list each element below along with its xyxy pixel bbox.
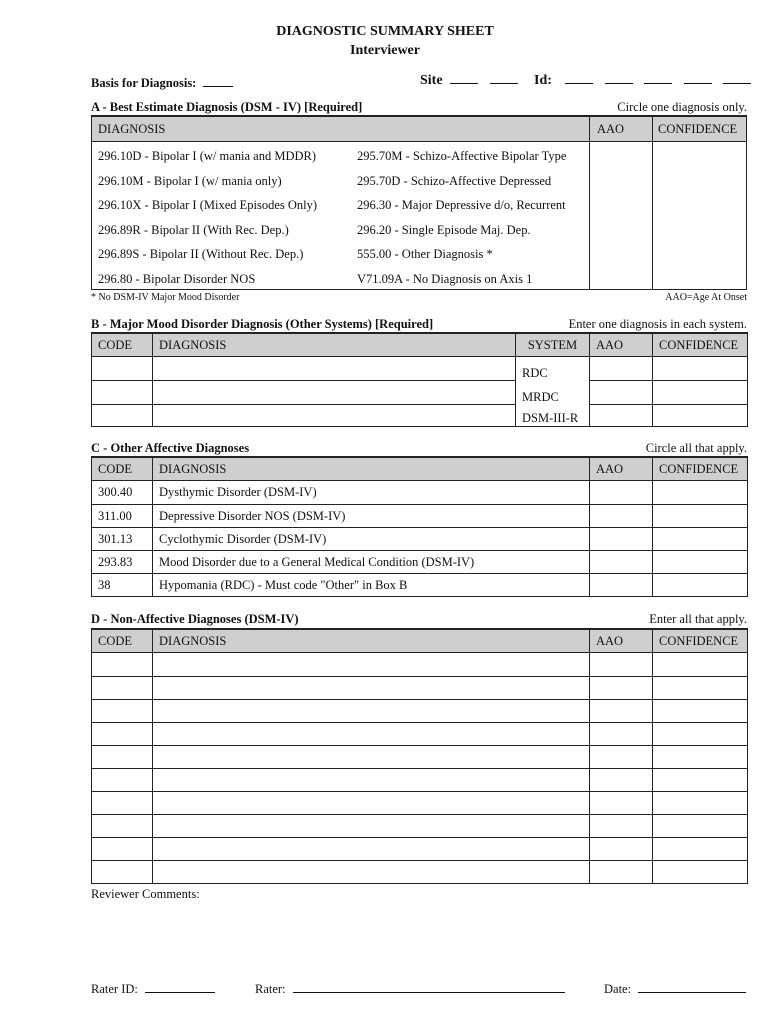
table-row: [92, 769, 748, 792]
header-aao: AAO: [590, 457, 653, 481]
code-cell: 311.00: [92, 505, 153, 528]
table-row: [92, 700, 748, 723]
section-d-title: D - Non-Affective Diagnoses (DSM-IV): [91, 612, 299, 626]
diagnosis-cell: Mood Disorder due to a General Medical Condition (DSM-IV): [153, 551, 590, 574]
diagnosis-option[interactable]: 296.10D - Bipolar I (w/ mania and MDDR): [98, 149, 317, 163]
site-field-2[interactable]: [490, 72, 518, 84]
aao-cell[interactable]: [590, 746, 653, 769]
header-code: CODE: [92, 629, 153, 653]
confidence-cell[interactable]: [653, 574, 748, 597]
aao-cell[interactable]: [590, 700, 653, 723]
code-cell[interactable]: [92, 653, 153, 677]
system-cell: MRDC: [516, 381, 590, 405]
confidence-cell[interactable]: [653, 792, 748, 815]
code-cell: 38: [92, 574, 153, 597]
site-label: Site: [420, 73, 443, 88]
id-field-3[interactable]: [644, 72, 672, 84]
code-cell: 301.13: [92, 528, 153, 551]
table-row[interactable]: [92, 574, 748, 597]
form-title: DIAGNOSTIC SUMMARY SHEET: [276, 24, 494, 39]
diagnosis-cell[interactable]: [153, 861, 590, 884]
diagnosis-cell[interactable]: [153, 700, 590, 723]
diagnosis-cell[interactable]: [153, 769, 590, 792]
confidence-cell[interactable]: [653, 677, 748, 700]
reviewer-comments-label: Reviewer Comments:: [91, 887, 200, 901]
date-label: Date:: [604, 982, 632, 996]
confidence-cell[interactable]: [653, 528, 748, 551]
table-row: [92, 746, 748, 769]
diagnosis-option[interactable]: 296.20 - Single Episode Maj. Dep.: [357, 223, 531, 237]
confidence-cell[interactable]: [653, 838, 748, 861]
site-field-group: [420, 72, 518, 89]
diagnosis-option[interactable]: 295.70D - Schizo-Affective Depressed: [357, 174, 552, 188]
table-row: [92, 653, 748, 677]
confidence-cell[interactable]: [653, 381, 748, 405]
diagnosis-option[interactable]: 555.00 - Other Diagnosis *: [357, 247, 493, 261]
section-a-instruction: Circle one diagnosis only.: [617, 100, 747, 114]
diagnosis-cell[interactable]: [153, 357, 516, 381]
aao-cell[interactable]: [590, 838, 653, 861]
diagnosis-cell: Dysthymic Disorder (DSM-IV): [153, 481, 590, 505]
code-cell[interactable]: [92, 405, 153, 427]
aao-cell[interactable]: [590, 792, 653, 815]
code-cell[interactable]: [92, 838, 153, 861]
header-confidence: CONFIDENCE: [658, 122, 738, 136]
system-cell: DSM-III-R: [516, 405, 590, 427]
system-cell: RDC: [516, 357, 590, 381]
aao-cell[interactable]: [590, 528, 653, 551]
aao-cell[interactable]: [590, 861, 653, 884]
section-a-title: A - Best Estimate Diagnosis (DSM - IV) [Required]: [91, 100, 363, 114]
section-a-body: [91, 141, 747, 290]
code-cell[interactable]: [92, 381, 153, 405]
code-cell[interactable]: [92, 815, 153, 838]
diagnosis-cell: Depressive Disorder NOS (DSM-IV): [153, 505, 590, 528]
id-field-2[interactable]: [605, 72, 633, 84]
aao-cell[interactable]: [590, 653, 653, 677]
confidence-cell[interactable]: [653, 769, 748, 792]
aao-cell[interactable]: [590, 405, 653, 427]
table-row: [92, 405, 748, 427]
aao-cell[interactable]: [590, 505, 653, 528]
section-b-title: B - Major Mood Disorder Diagnosis (Other Systems) [Required]: [91, 317, 434, 331]
rater-label: Rater:: [255, 982, 286, 996]
code-cell[interactable]: [92, 792, 153, 815]
aao-cell[interactable]: [590, 381, 653, 405]
table-row: [92, 815, 748, 838]
header-confidence: CONFIDENCE: [653, 629, 748, 653]
diagnosis-cell[interactable]: [153, 723, 590, 746]
code-cell[interactable]: [92, 769, 153, 792]
header-aao: AAO: [590, 629, 653, 653]
aao-cell[interactable]: [590, 551, 653, 574]
confidence-cell[interactable]: [653, 746, 748, 769]
header-code: CODE: [92, 333, 153, 357]
diagnosis-option[interactable]: 296.10X - Bipolar I (Mixed Episodes Only): [98, 198, 318, 212]
confidence-cell[interactable]: [653, 505, 748, 528]
id-label: Id:: [534, 73, 552, 88]
diagnosis-option[interactable]: 296.89S - Bipolar II (Without Rec. Dep.): [98, 247, 304, 261]
code-cell[interactable]: [92, 677, 153, 700]
aao-note: AAO=Age At Onset: [665, 292, 747, 303]
id-field-5[interactable]: [723, 72, 751, 84]
basis-field[interactable]: [203, 75, 233, 87]
code-cell[interactable]: [92, 861, 153, 884]
basis-label: Basis for Diagnosis:: [91, 76, 197, 90]
table-row: [92, 838, 748, 861]
date-field[interactable]: [638, 981, 746, 993]
table-row: [92, 357, 748, 381]
diagnosis-option[interactable]: 296.80 - Bipolar Disorder NOS: [98, 272, 256, 286]
confidence-cell[interactable]: [653, 357, 748, 381]
rater-field[interactable]: [293, 981, 565, 993]
diagnosis-cell[interactable]: [153, 838, 590, 861]
header-system: SYSTEM: [516, 333, 590, 357]
code-cell[interactable]: [92, 357, 153, 381]
rater-id-group: [91, 981, 215, 997]
table-row: [92, 381, 748, 405]
aao-cell[interactable]: [590, 357, 653, 381]
table-row: [92, 861, 748, 884]
table-row[interactable]: [92, 505, 748, 528]
table-row: [92, 792, 748, 815]
aao-cell[interactable]: [590, 574, 653, 597]
aao-cell[interactable]: [590, 815, 653, 838]
id-field-1[interactable]: [565, 72, 593, 84]
header-aao: AAO: [597, 122, 625, 136]
confidence-cell[interactable]: [653, 815, 748, 838]
section-c-table: [91, 456, 748, 597]
aao-cell[interactable]: [590, 769, 653, 792]
table-row[interactable]: [92, 528, 748, 551]
header-confidence: CONFIDENCE: [653, 457, 748, 481]
confidence-cell[interactable]: [653, 723, 748, 746]
code-cell[interactable]: [92, 746, 153, 769]
header-diagnosis: DIAGNOSIS: [153, 457, 590, 481]
code-cell: 293.83: [92, 551, 153, 574]
diagnosis-cell[interactable]: [153, 746, 590, 769]
header-diagnosis: DIAGNOSIS: [153, 333, 516, 357]
confidence-cell[interactable]: [653, 405, 748, 427]
diagnosis-cell[interactable]: [153, 653, 590, 677]
confidence-cell[interactable]: [653, 481, 748, 505]
id-field-group: [534, 72, 751, 89]
header-diagnosis: DIAGNOSIS: [98, 122, 166, 136]
basis-for-diagnosis: [91, 75, 233, 91]
section-d-table: [91, 628, 748, 884]
section-c-title: C - Other Affective Diagnoses: [91, 441, 250, 455]
confidence-cell[interactable]: [653, 700, 748, 723]
header-code: CODE: [92, 457, 153, 481]
date-group: [604, 981, 746, 997]
diagnosis-cell[interactable]: [153, 677, 590, 700]
diagnosis-option[interactable]: 296.30 - Major Depressive d/o, Recurrent: [357, 198, 566, 212]
table-header-row: [92, 333, 748, 357]
code-cell: 300.40: [92, 481, 153, 505]
rater-id-label: Rater ID:: [91, 982, 138, 996]
confidence-cell[interactable]: [653, 551, 748, 574]
section-a-header: [91, 115, 747, 142]
form-subtitle: Interviewer: [350, 43, 420, 58]
section-b-table: [91, 332, 748, 427]
rater-id-field[interactable]: [145, 981, 215, 993]
diagnosis-cell[interactable]: [153, 815, 590, 838]
code-cell[interactable]: [92, 723, 153, 746]
header-confidence: CONFIDENCE: [653, 333, 748, 357]
diagnosis-cell[interactable]: [153, 792, 590, 815]
table-row: [92, 723, 748, 746]
section-a-footnote: * No DSM-IV Major Mood Disorder: [91, 292, 240, 303]
aao-cell[interactable]: [590, 481, 653, 505]
reviewer-comments-area[interactable]: [91, 905, 747, 965]
table-header-row: [92, 457, 748, 481]
confidence-cell[interactable]: [653, 861, 748, 884]
table-row[interactable]: [92, 481, 748, 505]
section-c-instruction: Circle all that apply.: [645, 441, 747, 455]
diagnosis-cell: Cyclothymic Disorder (DSM-IV): [153, 528, 590, 551]
header-diagnosis: DIAGNOSIS: [153, 629, 590, 653]
diagnosis-option[interactable]: V71.09A - No Diagnosis on Axis 1: [357, 272, 533, 286]
diagnosis-option[interactable]: 296.89R - Bipolar II (With Rec. Dep.): [98, 223, 289, 237]
diagnosis-option[interactable]: 295.70M - Schizo-Affective Bipolar Type: [357, 149, 567, 163]
section-d-instruction: Enter all that apply.: [649, 612, 747, 626]
aao-cell[interactable]: [590, 723, 653, 746]
header-aao: AAO: [590, 333, 653, 357]
diagnosis-cell[interactable]: [153, 405, 516, 427]
table-row: [92, 677, 748, 700]
rater-group: [255, 981, 565, 997]
aao-cell[interactable]: [590, 677, 653, 700]
id-field-4[interactable]: [684, 72, 712, 84]
code-cell[interactable]: [92, 700, 153, 723]
site-field-1[interactable]: [450, 72, 478, 84]
diagnosis-cell: Hypomania (RDC) - Must code "Other" in Box B: [153, 574, 590, 597]
table-header-row: [92, 629, 748, 653]
diagnosis-option[interactable]: 296.10M - Bipolar I (w/ mania only): [98, 174, 282, 188]
section-b-instruction: Enter one diagnosis in each system.: [568, 317, 747, 331]
diagnosis-cell[interactable]: [153, 381, 516, 405]
confidence-cell[interactable]: [653, 653, 748, 677]
table-row[interactable]: [92, 551, 748, 574]
